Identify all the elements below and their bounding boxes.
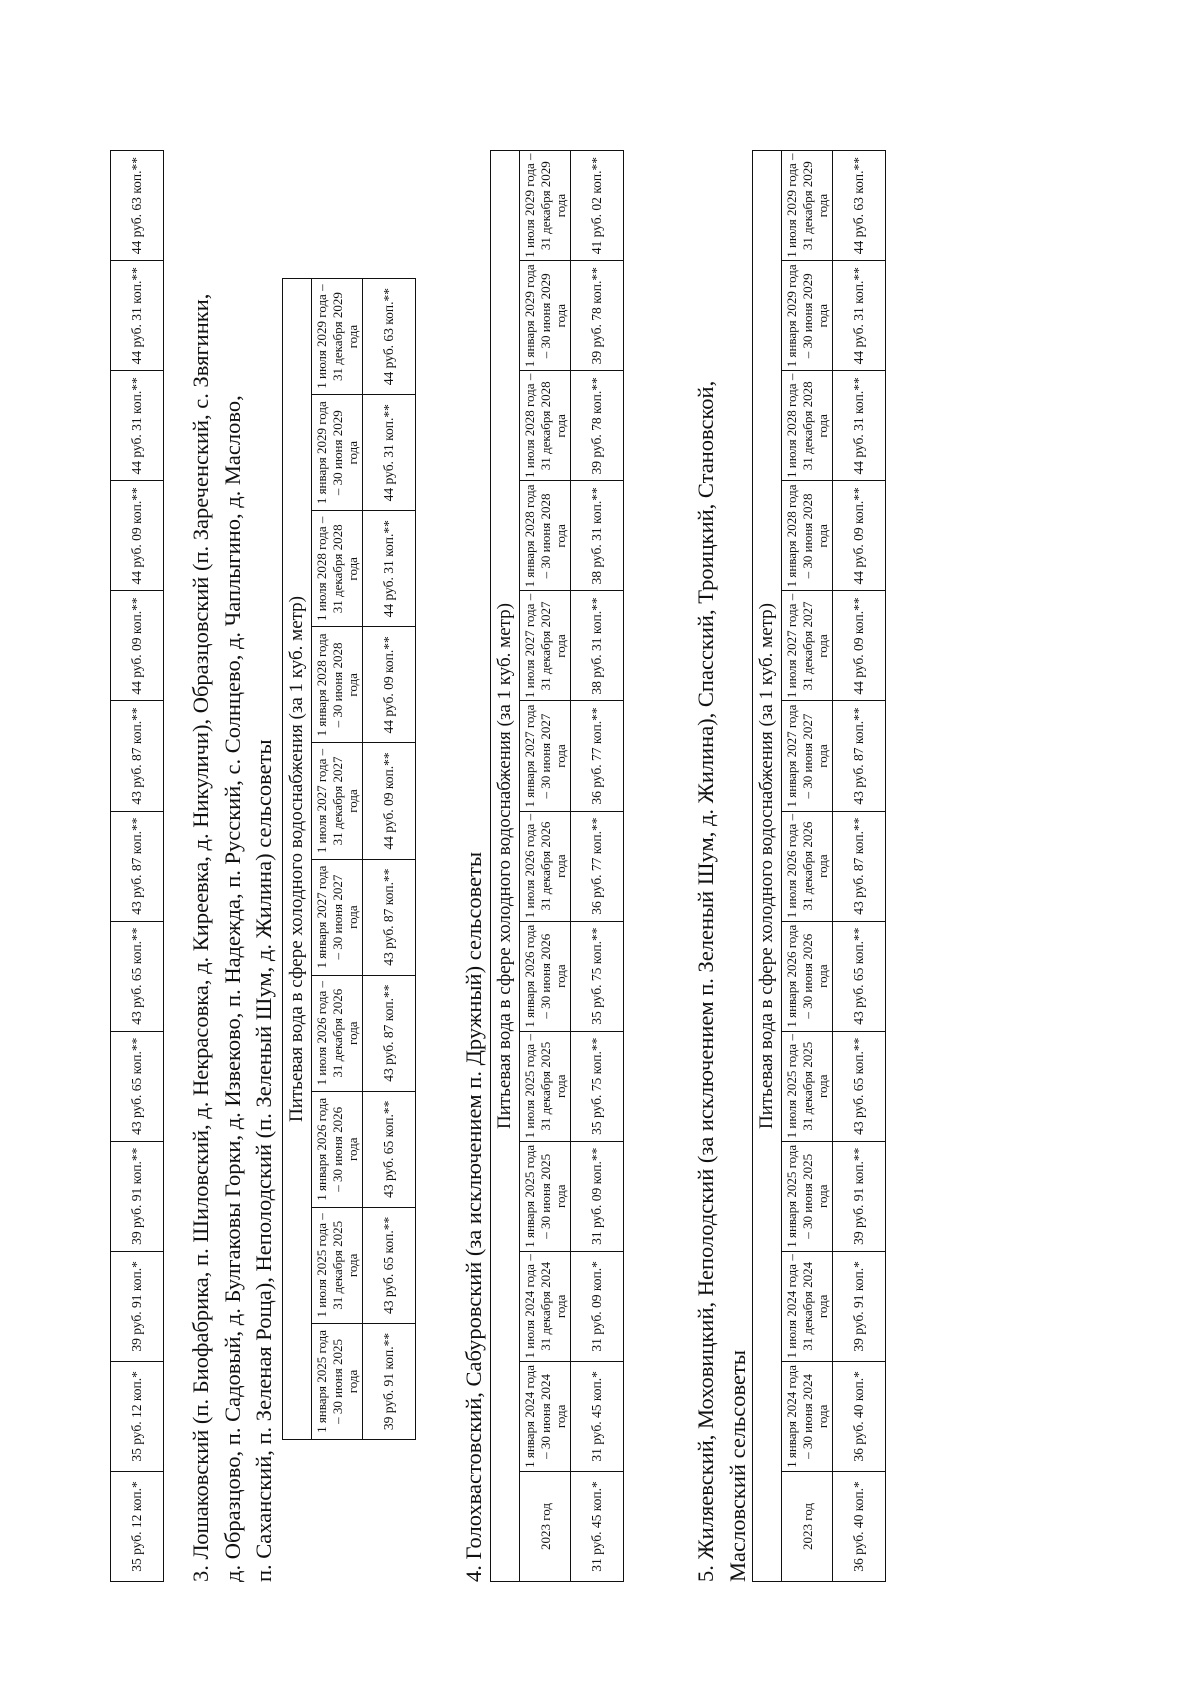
price-cell: 38 руб. 31 коп.** xyxy=(571,481,624,591)
price-cell: 43 руб. 87 коп.** xyxy=(833,701,886,811)
price-cell: 44 руб. 31 коп.** xyxy=(833,261,886,371)
price-cell: 44 руб. 09 коп.** xyxy=(363,743,416,859)
price-cell: 39 руб. 78 коп.** xyxy=(571,371,624,481)
price-cell: 36 руб. 77 коп.** xyxy=(571,701,624,811)
period-row xyxy=(520,151,571,1582)
period-row xyxy=(782,151,833,1582)
period-cell: 1 июля 2028 года – 31 декабря 2028 года xyxy=(520,371,571,481)
values-row xyxy=(571,151,624,1582)
period-cell: 1 июля 2028 года – 31 декабря 2028 года xyxy=(312,511,363,627)
period-cell: 1 января 2029 года – 30 июня 2029 года xyxy=(520,261,571,371)
price-cell: 35 руб. 75 коп.** xyxy=(571,921,624,1031)
period-cell: 1 января 2029 года – 30 июня 2029 года xyxy=(312,395,363,511)
header-row xyxy=(283,279,312,1440)
section4-table xyxy=(490,150,624,1582)
price-cell: 43 руб. 65 коп.** xyxy=(363,1207,416,1323)
price-cell: 44 руб. 31 коп.** xyxy=(111,371,164,481)
price-cell: 44 руб. 31 коп.** xyxy=(833,371,886,481)
price-cell: 31 руб. 45 коп.* xyxy=(571,1361,624,1471)
title-line: 4. Голохвастовский, Сабуровский (за исключением п. Дружный) сельсоветы xyxy=(461,851,486,1582)
values-row xyxy=(363,279,416,1440)
price-cell: 38 руб. 31 коп.** xyxy=(571,591,624,701)
period-cell: 1 июля 2027 года – 31 декабря 2027 года xyxy=(520,591,571,701)
price-cell: 41 руб. 02 коп.** xyxy=(571,151,624,261)
period-cell: 1 января 2028 года – 30 июня 2028 года xyxy=(520,481,571,591)
price-cell: 43 руб. 87 коп.** xyxy=(363,859,416,975)
price-cell: 44 руб. 31 коп.** xyxy=(363,395,416,511)
period-cell: 1 июля 2025 года – 31 декабря 2025 года xyxy=(520,1031,571,1141)
period-cell: 1 июля 2024 года – 31 декабря 2024 года xyxy=(520,1251,571,1361)
period-cell: 1 января 2029 года – 30 июня 2029 года xyxy=(782,261,833,371)
table-header: Питьевая вода в сфере холодного водоснабжения (за 1 куб. метр) xyxy=(753,151,782,1582)
section4-table-wrap xyxy=(490,150,624,1582)
section3-title xyxy=(185,294,280,1582)
period-cell: 1 июля 2025 года – 31 декабря 2025 года xyxy=(312,1207,363,1323)
period-cell: 1 января 2025 года – 30 июня 2025 года xyxy=(520,1141,571,1251)
period-cell: 1 июля 2026 года – 31 декабря 2026 года xyxy=(782,811,833,921)
header-row xyxy=(491,151,520,1582)
price-cell: 36 руб. 40 коп.* xyxy=(833,1471,886,1581)
period-cell: 1 июля 2026 года – 31 декабря 2026 года xyxy=(520,811,571,921)
period-cell: 1 июля 2024 года – 31 декабря 2024 года xyxy=(782,1251,833,1361)
period-cell: 1 января 2026 года – 30 июня 2026 года xyxy=(782,921,833,1031)
period-cell: 1 июля 2025 года – 31 декабря 2025 года xyxy=(782,1031,833,1141)
period-cell: 1 июля 2029 года – 31 декабря 2029 года xyxy=(312,279,363,395)
values-row xyxy=(111,151,164,1582)
period-cell: 1 января 2027 года – 30 июня 2027 года xyxy=(312,859,363,975)
price-cell: 43 руб. 87 коп.** xyxy=(363,975,416,1091)
section5-table-wrap xyxy=(752,150,886,1582)
title-line: д. Образцово, п. Садовый, д. Булгаковы Горки, д. Извеково, п. Надежда, п. Русский, с. Солнцево, д. Чаплыгино, д. Маслово, xyxy=(219,395,245,1582)
price-cell: 44 руб. 63 коп.** xyxy=(111,151,164,261)
period-cell: 1 января 2025 года – 30 июня 2025 года xyxy=(782,1141,833,1251)
header-row xyxy=(753,151,782,1582)
price-cell: 39 руб. 91 коп.** xyxy=(111,1141,164,1251)
tariff-table-continued xyxy=(110,150,164,1582)
price-cell: 43 руб. 65 коп.** xyxy=(363,1091,416,1207)
price-cell: 43 руб. 65 коп.** xyxy=(111,1031,164,1141)
title-line: Масловский сельсоветы xyxy=(724,1350,750,1582)
period-cell: 1 июля 2028 года – 31 декабря 2028 года xyxy=(782,371,833,481)
price-cell: 35 руб. 12 коп.* xyxy=(111,1361,164,1471)
price-cell: 44 руб. 09 коп.** xyxy=(111,481,164,591)
price-cell: 44 руб. 31 коп.** xyxy=(363,511,416,627)
price-cell: 44 руб. 63 коп.** xyxy=(833,151,886,261)
price-cell: 44 руб. 09 коп.** xyxy=(833,591,886,701)
values-row xyxy=(833,151,886,1582)
price-cell: 36 руб. 40 коп.* xyxy=(833,1361,886,1471)
title-line: 5. Жиляевский, Моховицкий, Неполодский (за исключением п. Зеленый Шум, д. Жилина), Спасский, Троицкий, Становской, xyxy=(693,380,718,1582)
price-cell: 43 руб. 65 коп.** xyxy=(833,1031,886,1141)
period-cell: 1 июля 2026 года – 31 декабря 2026 года xyxy=(312,975,363,1091)
price-cell: 39 руб. 91 коп.** xyxy=(363,1323,416,1439)
period-cell: 2023 год xyxy=(782,1471,833,1581)
price-cell: 39 руб. 91 коп.* xyxy=(833,1251,886,1361)
title-line: п. Саханский, п. Зеленая Роща), Неполодский (п. Зеленый Шум, д. Жилина) сельсоветы xyxy=(251,739,276,1582)
price-cell: 35 руб. 12 коп.* xyxy=(111,1471,164,1581)
period-cell: 1 июля 2027 года – 31 декабря 2027 года xyxy=(312,743,363,859)
price-cell: 44 руб. 09 коп.** xyxy=(363,627,416,743)
period-cell: 1 января 2024 года – 30 июня 2024 года xyxy=(520,1361,571,1471)
price-cell: 31 руб. 45 коп.* xyxy=(571,1471,624,1581)
price-cell: 43 руб. 87 коп.** xyxy=(833,811,886,921)
price-cell: 39 руб. 91 коп.* xyxy=(111,1251,164,1361)
period-cell: 1 января 2026 года – 30 июня 2026 года xyxy=(520,921,571,1031)
price-cell: 36 руб. 77 коп.** xyxy=(571,811,624,921)
period-cell: 1 января 2024 года – 30 июня 2024 года xyxy=(782,1361,833,1471)
section3-table-wrap xyxy=(282,278,416,1440)
table-header: Питьевая вода в сфере холодного водоснабжения (за 1 куб. метр) xyxy=(283,279,312,1440)
period-cell: 1 января 2028 года – 30 июня 2028 года xyxy=(312,627,363,743)
price-cell: 31 руб. 09 коп.* xyxy=(571,1251,624,1361)
price-cell: 35 руб. 75 коп.** xyxy=(571,1031,624,1141)
period-cell: 1 января 2027 года – 30 июня 2027 года xyxy=(520,701,571,811)
price-cell: 39 руб. 91 коп.** xyxy=(833,1141,886,1251)
period-cell: 1 июля 2027 года – 31 декабря 2027 года xyxy=(782,591,833,701)
period-cell: 2023 год xyxy=(520,1471,571,1581)
price-cell: 44 руб. 63 коп.** xyxy=(363,279,416,395)
price-cell: 44 руб. 31 коп.** xyxy=(111,261,164,371)
price-cell: 43 руб. 87 коп.** xyxy=(111,811,164,921)
period-cell: 1 января 2026 года – 30 июня 2026 года xyxy=(312,1091,363,1207)
section3-table xyxy=(282,278,416,1440)
price-cell: 39 руб. 78 коп.** xyxy=(571,261,624,371)
period-row xyxy=(312,279,363,1440)
period-cell: 1 июля 2029 года – 31 декабря 2029 года xyxy=(782,151,833,261)
price-cell: 43 руб. 65 коп.** xyxy=(833,921,886,1031)
table-header: Питьевая вода в сфере холодного водоснабжения (за 1 куб. метр) xyxy=(491,151,520,1582)
price-cell: 44 руб. 09 коп.** xyxy=(111,591,164,701)
price-cell: 43 руб. 87 коп.** xyxy=(111,701,164,811)
period-cell: 1 января 2025 года – 30 июня 2025 года xyxy=(312,1323,363,1439)
period-cell: 1 января 2028 года – 30 июня 2028 года xyxy=(782,481,833,591)
section5-title xyxy=(690,381,753,1582)
table1 xyxy=(110,150,164,1582)
section4-title xyxy=(458,852,490,1582)
title-line: 3. Лошаковский (п. Биофабрика, п. Шиловский, д. Некрасовка, д. Киреевка, д. Никуличи), Образцовский (п. Зареченский, с. Звягинки, xyxy=(188,293,213,1582)
price-cell: 43 руб. 65 коп.** xyxy=(111,921,164,1031)
section5-table xyxy=(752,150,886,1582)
period-cell: 1 января 2027 года – 30 июня 2027 года xyxy=(782,701,833,811)
price-cell: 31 руб. 09 коп.** xyxy=(571,1141,624,1251)
price-cell: 44 руб. 09 коп.** xyxy=(833,481,886,591)
period-cell: 1 июля 2029 года – 31 декабря 2029 года xyxy=(520,151,571,261)
